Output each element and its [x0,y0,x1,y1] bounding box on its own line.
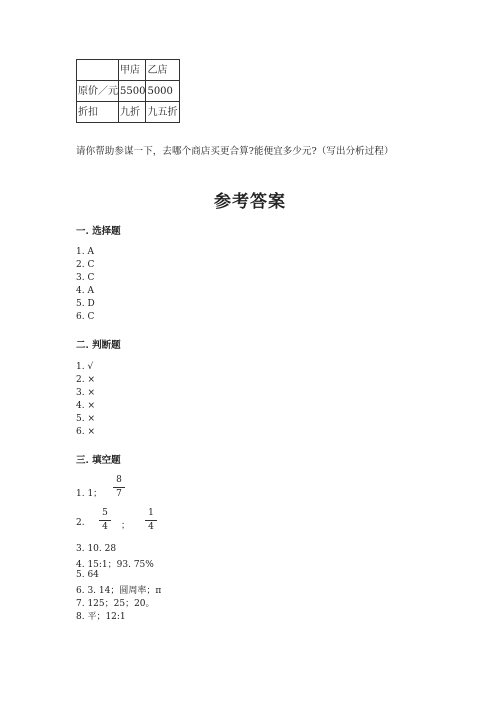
list-item: 3. C [76,273,95,283]
table-cell [77,60,119,81]
table-row [77,60,180,81]
fraction-numerator: 1 [148,508,154,518]
list-item: 5. 64 [76,570,99,580]
fraction [113,475,125,500]
fraction-bar [145,520,157,521]
table-cell: 折扣 [77,102,119,123]
table-cell: 甲店 [119,60,146,81]
fill-item-2-prefix: 2. [76,518,85,528]
question-text: 请你帮助参谋一下，去哪个商店买更合算?能便宜多少元?（写出分析过程） [76,146,394,157]
fraction-denominator: 7 [116,489,122,499]
table-cell: 九五折 [146,102,180,123]
list-item: 4. A [76,286,94,296]
list-item: 6. × [76,427,95,437]
table-cell: 5500 [119,81,146,102]
list-item: 7. 125；25；20。 [76,599,155,609]
section-title-choice: 一. 选择题 [76,226,121,237]
fraction-numerator: 5 [102,508,108,518]
fraction-bar [99,520,111,521]
list-item: 5. D [76,299,95,309]
list-item: 5. × [76,414,95,424]
fill-item-2-separator: ； [121,521,131,531]
fill-item-1-prefix: 1. 1； [76,489,103,499]
table-cell: 乙店 [146,60,180,81]
table-cell: 5000 [146,81,180,102]
list-item: 4. × [76,401,95,411]
list-item: 3. 10. 28 [76,544,117,554]
fraction-bar [113,487,125,488]
fraction-denominator: 4 [148,522,154,532]
fraction-numerator: 8 [116,475,122,485]
fraction-denominator: 4 [102,522,108,532]
list-item: 6. C [76,312,95,322]
answer-title: 参考答案 [214,192,286,212]
list-item: 6. 3. 14；圆周率；π [76,586,162,596]
table-cell: 原价／元 [77,81,119,102]
table-cell: 九折 [119,102,146,123]
fraction [99,508,111,533]
list-item: 2. × [76,375,95,385]
list-item: 8. 平；12:1 [76,612,126,622]
list-item: 1. √ [76,362,94,372]
section-title-judge: 二. 判断题 [76,340,121,351]
table-row [77,81,180,102]
list-item: 4. 15:1；93. 75% [76,560,154,570]
list-item: 3. × [76,388,95,398]
list-item: 1. A [76,247,94,257]
list-item: 2. C [76,260,95,270]
section-title-fill: 三. 填空题 [76,455,121,466]
table-row [77,102,180,123]
price-table [76,59,180,123]
fraction [145,508,157,533]
